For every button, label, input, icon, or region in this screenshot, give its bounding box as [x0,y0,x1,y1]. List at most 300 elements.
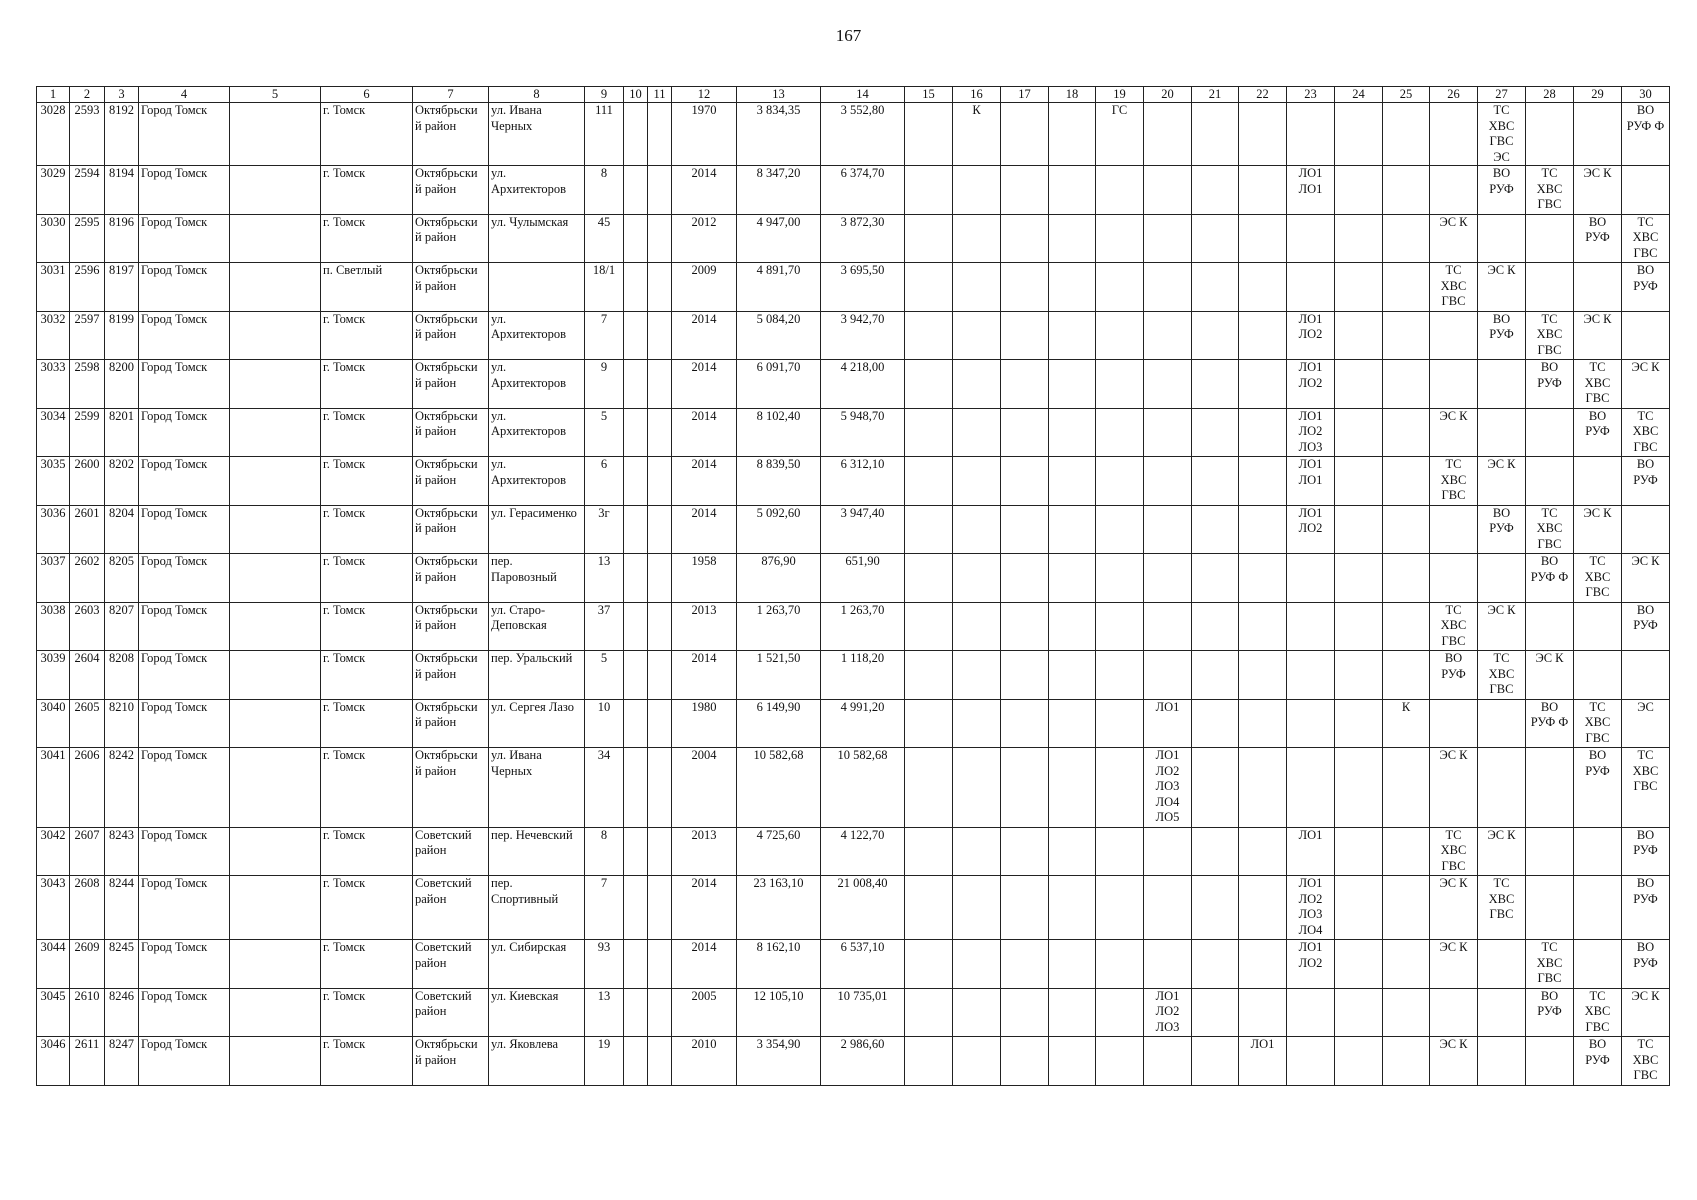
cell-col-12: 2005 [672,988,737,1037]
cell-col-13: 876,90 [737,554,821,603]
table-row [37,940,1670,989]
cell-col-10 [624,827,648,876]
cell-col-2: 2608 [70,876,105,940]
cell-col-4: Город Томск [139,505,230,554]
cell-col-12: 2010 [672,1037,737,1086]
cell-col-28 [1526,263,1574,312]
cell-col-10 [624,457,648,506]
cell-col-7: Советский район [413,940,489,989]
cell-col-28: ТС ХВС ГВС [1526,940,1574,989]
cell-col-29: ВО РУФ [1574,1037,1622,1086]
cell-col-17 [1001,1037,1049,1086]
cell-col-10 [624,651,648,700]
column-header: 9 [585,87,624,103]
cell-col-25 [1383,505,1430,554]
cell-col-9: 9 [585,360,624,409]
cell-col-14: 4 218,00 [821,360,905,409]
cell-col-30: ВО РУФ Ф [1622,103,1670,166]
column-header: 3 [105,87,139,103]
cell-col-2: 2604 [70,651,105,700]
cell-col-29: ТС ХВС ГВС [1574,699,1622,748]
cell-col-23 [1287,602,1335,651]
cell-col-8: ул. Яковлева [489,1037,585,1086]
cell-col-26: ТС ХВС ГВС [1430,263,1478,312]
cell-col-15 [905,554,953,603]
cell-col-24 [1335,263,1383,312]
cell-col-22 [1239,214,1287,263]
cell-col-7: Октябрьски й район [413,103,489,166]
cell-col-30: ТС ХВС ГВС [1622,1037,1670,1086]
table-row [37,103,1670,166]
cell-col-10 [624,214,648,263]
cell-col-20 [1144,408,1192,457]
cell-col-8: ул. Ивана Черных [489,748,585,828]
cell-col-30: ТС ХВС ГВС [1622,748,1670,828]
cell-col-5 [230,166,321,215]
cell-col-18 [1049,103,1096,166]
cell-col-18 [1049,214,1096,263]
cell-col-2: 2602 [70,554,105,603]
cell-col-17 [1001,988,1049,1037]
cell-col-8: ул. Сергея Лазо [489,699,585,748]
cell-col-11 [648,940,672,989]
cell-col-9: 18/1 [585,263,624,312]
cell-col-4: Город Томск [139,988,230,1037]
cell-col-27 [1478,988,1526,1037]
cell-col-6: г. Томск [321,214,413,263]
cell-col-4: Город Томск [139,699,230,748]
cell-col-12: 2014 [672,940,737,989]
cell-col-9: 93 [585,940,624,989]
cell-col-22 [1239,988,1287,1037]
cell-col-11 [648,827,672,876]
cell-col-28: ТС ХВС ГВС [1526,311,1574,360]
cell-col-24 [1335,699,1383,748]
cell-col-4: Город Томск [139,166,230,215]
cell-col-28 [1526,214,1574,263]
cell-col-29 [1574,940,1622,989]
cell-col-7: Октябрьски й район [413,360,489,409]
cell-col-14: 651,90 [821,554,905,603]
cell-col-22 [1239,699,1287,748]
cell-col-23 [1287,699,1335,748]
cell-col-16: К [953,103,1001,166]
cell-col-28 [1526,457,1574,506]
cell-col-21 [1192,876,1239,940]
cell-col-29 [1574,827,1622,876]
cell-col-25 [1383,263,1430,312]
cell-col-26 [1430,988,1478,1037]
cell-col-17 [1001,876,1049,940]
cell-col-4: Город Томск [139,360,230,409]
cell-col-8: ул. Ивана Черных [489,103,585,166]
cell-col-11 [648,554,672,603]
cell-col-4: Город Томск [139,602,230,651]
cell-col-13: 8 347,20 [737,166,821,215]
cell-col-8: ул. Сибирская [489,940,585,989]
cell-col-9: 8 [585,827,624,876]
cell-col-10 [624,263,648,312]
column-header: 16 [953,87,1001,103]
cell-col-13: 3 834,35 [737,103,821,166]
cell-col-5 [230,651,321,700]
cell-col-10 [624,103,648,166]
cell-col-5 [230,748,321,828]
cell-col-30: ЭС К [1622,988,1670,1037]
cell-col-16 [953,457,1001,506]
cell-col-14: 10 735,01 [821,988,905,1037]
cell-col-24 [1335,311,1383,360]
cell-col-29: ТС ХВС ГВС [1574,360,1622,409]
cell-col-27 [1478,748,1526,828]
cell-col-18 [1049,1037,1096,1086]
cell-col-7: Октябрьски й район [413,748,489,828]
cell-col-19 [1096,554,1144,603]
cell-col-20 [1144,827,1192,876]
cell-col-15 [905,876,953,940]
cell-col-3: 8201 [105,408,139,457]
cell-col-20 [1144,166,1192,215]
cell-col-10 [624,554,648,603]
cell-col-11 [648,408,672,457]
cell-col-21 [1192,263,1239,312]
cell-col-14: 6 537,10 [821,940,905,989]
cell-col-17 [1001,457,1049,506]
cell-col-20 [1144,360,1192,409]
cell-col-8: ул. Архитекторов [489,360,585,409]
cell-col-3: 8194 [105,166,139,215]
cell-col-22 [1239,602,1287,651]
cell-col-25 [1383,602,1430,651]
cell-col-10 [624,166,648,215]
cell-col-23 [1287,214,1335,263]
cell-col-7: Октябрьски й район [413,699,489,748]
cell-col-18 [1049,505,1096,554]
cell-col-29 [1574,651,1622,700]
cell-col-21 [1192,1037,1239,1086]
cell-col-5 [230,827,321,876]
cell-col-1: 3042 [37,827,70,876]
cell-col-15 [905,940,953,989]
cell-col-18 [1049,457,1096,506]
cell-col-6: г. Томск [321,505,413,554]
cell-col-1: 3035 [37,457,70,506]
cell-col-17 [1001,103,1049,166]
cell-col-13: 4 947,00 [737,214,821,263]
cell-col-3: 8197 [105,263,139,312]
cell-col-27: ТС ХВС ГВС [1478,651,1526,700]
cell-col-12: 1970 [672,103,737,166]
cell-col-16 [953,505,1001,554]
cell-col-28 [1526,748,1574,828]
cell-col-15 [905,505,953,554]
cell-col-10 [624,360,648,409]
cell-col-3: 8204 [105,505,139,554]
cell-col-15 [905,263,953,312]
cell-col-19: ГС [1096,103,1144,166]
cell-col-14: 1 263,70 [821,602,905,651]
cell-col-21 [1192,748,1239,828]
cell-col-12: 2014 [672,651,737,700]
cell-col-17 [1001,311,1049,360]
cell-col-20: ЛО1 ЛО2 ЛО3 ЛО4 ЛО5 [1144,748,1192,828]
cell-col-14: 10 582,68 [821,748,905,828]
cell-col-2: 2611 [70,1037,105,1086]
cell-col-4: Город Томск [139,214,230,263]
cell-col-25 [1383,1037,1430,1086]
column-header: 7 [413,87,489,103]
cell-col-2: 2597 [70,311,105,360]
cell-col-25 [1383,988,1430,1037]
column-header: 21 [1192,87,1239,103]
cell-col-20 [1144,602,1192,651]
cell-col-11 [648,602,672,651]
cell-col-1: 3029 [37,166,70,215]
cell-col-20 [1144,457,1192,506]
table-row [37,311,1670,360]
cell-col-24 [1335,651,1383,700]
cell-col-16 [953,748,1001,828]
cell-col-22 [1239,166,1287,215]
column-header: 5 [230,87,321,103]
cell-col-24 [1335,554,1383,603]
cell-col-30 [1622,166,1670,215]
cell-col-16 [953,554,1001,603]
cell-col-26 [1430,505,1478,554]
cell-col-14: 2 986,60 [821,1037,905,1086]
cell-col-17 [1001,166,1049,215]
cell-col-21 [1192,408,1239,457]
cell-col-15 [905,748,953,828]
cell-col-30: ТС ХВС ГВС [1622,214,1670,263]
cell-col-11 [648,1037,672,1086]
cell-col-1: 3034 [37,408,70,457]
cell-col-8: ул. Архитекторов [489,311,585,360]
cell-col-22 [1239,457,1287,506]
column-header: 25 [1383,87,1430,103]
cell-col-8: пер. Паровозный [489,554,585,603]
cell-col-26: ТС ХВС ГВС [1430,602,1478,651]
cell-col-7: Октябрьски й район [413,1037,489,1086]
cell-col-3: 8242 [105,748,139,828]
cell-col-22 [1239,408,1287,457]
cell-col-5 [230,103,321,166]
cell-col-27 [1478,408,1526,457]
cell-col-11 [648,360,672,409]
cell-col-15 [905,166,953,215]
cell-col-25 [1383,748,1430,828]
cell-col-16 [953,827,1001,876]
cell-col-12: 2014 [672,360,737,409]
cell-col-25 [1383,827,1430,876]
cell-col-29: ВО РУФ [1574,214,1622,263]
cell-col-18 [1049,827,1096,876]
column-header: 27 [1478,87,1526,103]
cell-col-19 [1096,602,1144,651]
cell-col-6: г. Томск [321,827,413,876]
cell-col-28: ТС ХВС ГВС [1526,505,1574,554]
cell-col-24 [1335,940,1383,989]
cell-col-22 [1239,940,1287,989]
cell-col-13: 4 891,70 [737,263,821,312]
cell-col-16 [953,602,1001,651]
cell-col-25: К [1383,699,1430,748]
column-header: 20 [1144,87,1192,103]
cell-col-30: ВО РУФ [1622,827,1670,876]
cell-col-19 [1096,699,1144,748]
cell-col-30: ВО РУФ [1622,602,1670,651]
cell-col-4: Город Томск [139,651,230,700]
cell-col-23: ЛО1 ЛО1 [1287,457,1335,506]
cell-col-26: ЭС К [1430,1037,1478,1086]
cell-col-10 [624,602,648,651]
cell-col-12: 2014 [672,408,737,457]
cell-col-16 [953,876,1001,940]
cell-col-15 [905,457,953,506]
cell-col-9: 111 [585,103,624,166]
cell-col-25 [1383,651,1430,700]
cell-col-8: ул. Архитекторов [489,457,585,506]
cell-col-14: 3 947,40 [821,505,905,554]
cell-col-10 [624,988,648,1037]
cell-col-1: 3032 [37,311,70,360]
cell-col-10 [624,876,648,940]
cell-col-13: 12 105,10 [737,988,821,1037]
cell-col-12: 2013 [672,602,737,651]
cell-col-12: 1958 [672,554,737,603]
cell-col-6: г. Томск [321,602,413,651]
column-header: 13 [737,87,821,103]
cell-col-22 [1239,554,1287,603]
cell-col-21 [1192,988,1239,1037]
cell-col-5 [230,1037,321,1086]
cell-col-14: 1 118,20 [821,651,905,700]
cell-col-23: ЛО1 ЛО2 ЛО3 ЛО4 [1287,876,1335,940]
cell-col-26: ЭС К [1430,408,1478,457]
cell-col-6: г. Томск [321,554,413,603]
cell-col-18 [1049,699,1096,748]
cell-col-3: 8196 [105,214,139,263]
cell-col-11 [648,457,672,506]
cell-col-7: Октябрьски й район [413,263,489,312]
cell-col-18 [1049,651,1096,700]
cell-col-30: ВО РУФ [1622,457,1670,506]
cell-col-27: ЭС К [1478,263,1526,312]
cell-col-25 [1383,876,1430,940]
cell-col-23 [1287,554,1335,603]
table-row [37,988,1670,1037]
cell-col-15 [905,651,953,700]
column-number-row [37,87,1670,103]
cell-col-2: 2599 [70,408,105,457]
table-row [37,214,1670,263]
table-row [37,602,1670,651]
cell-col-12: 2014 [672,876,737,940]
cell-col-8: пер. Спортивный [489,876,585,940]
column-header: 15 [905,87,953,103]
cell-col-21 [1192,103,1239,166]
cell-col-4: Город Томск [139,827,230,876]
cell-col-16 [953,166,1001,215]
cell-col-29 [1574,263,1622,312]
cell-col-28 [1526,876,1574,940]
cell-col-2: 2610 [70,988,105,1037]
cell-col-26 [1430,103,1478,166]
cell-col-19 [1096,166,1144,215]
cell-col-20 [1144,554,1192,603]
cell-col-25 [1383,311,1430,360]
cell-col-12: 2012 [672,214,737,263]
cell-col-24 [1335,827,1383,876]
cell-col-6: г. Томск [321,876,413,940]
column-header: 14 [821,87,905,103]
cell-col-3: 8200 [105,360,139,409]
cell-col-5 [230,554,321,603]
cell-col-23: ЛО1 ЛО2 [1287,360,1335,409]
cell-col-10 [624,699,648,748]
cell-col-30: ВО РУФ [1622,940,1670,989]
cell-col-7: Октябрьски й район [413,651,489,700]
cell-col-17 [1001,651,1049,700]
cell-col-6: г. Томск [321,103,413,166]
cell-col-2: 2593 [70,103,105,166]
cell-col-6: г. Томск [321,311,413,360]
column-header: 19 [1096,87,1144,103]
cell-col-4: Город Томск [139,940,230,989]
cell-col-9: 6 [585,457,624,506]
cell-col-23: ЛО1 ЛО2 [1287,505,1335,554]
cell-col-29: ЭС К [1574,311,1622,360]
cell-col-9: 5 [585,408,624,457]
cell-col-6: г. Томск [321,166,413,215]
cell-col-23 [1287,263,1335,312]
cell-col-11 [648,876,672,940]
cell-col-13: 6 091,70 [737,360,821,409]
cell-col-21 [1192,554,1239,603]
cell-col-28: ВО РУФ [1526,988,1574,1037]
column-header: 1 [37,87,70,103]
cell-col-7: Октябрьски й район [413,214,489,263]
cell-col-12: 2013 [672,827,737,876]
cell-col-29: ВО РУФ [1574,748,1622,828]
cell-col-27 [1478,360,1526,409]
cell-col-21 [1192,311,1239,360]
cell-col-9: 45 [585,214,624,263]
cell-col-30: ЭС К [1622,360,1670,409]
cell-col-24 [1335,988,1383,1037]
cell-col-27 [1478,699,1526,748]
cell-col-7: Советский район [413,876,489,940]
cell-col-5 [230,505,321,554]
cell-col-15 [905,214,953,263]
cell-col-9: 8 [585,166,624,215]
cell-col-1: 3030 [37,214,70,263]
cell-col-27: ЭС К [1478,602,1526,651]
cell-col-15 [905,103,953,166]
cell-col-22: ЛО1 [1239,1037,1287,1086]
cell-col-12: 2014 [672,311,737,360]
cell-col-14: 3 942,70 [821,311,905,360]
cell-col-14: 4 122,70 [821,827,905,876]
cell-col-20 [1144,214,1192,263]
cell-col-10 [624,1037,648,1086]
cell-col-22 [1239,263,1287,312]
cell-col-8: ул. Архитекторов [489,166,585,215]
page-number: 167 [835,26,862,45]
cell-col-8 [489,263,585,312]
column-header: 8 [489,87,585,103]
cell-col-10 [624,311,648,360]
